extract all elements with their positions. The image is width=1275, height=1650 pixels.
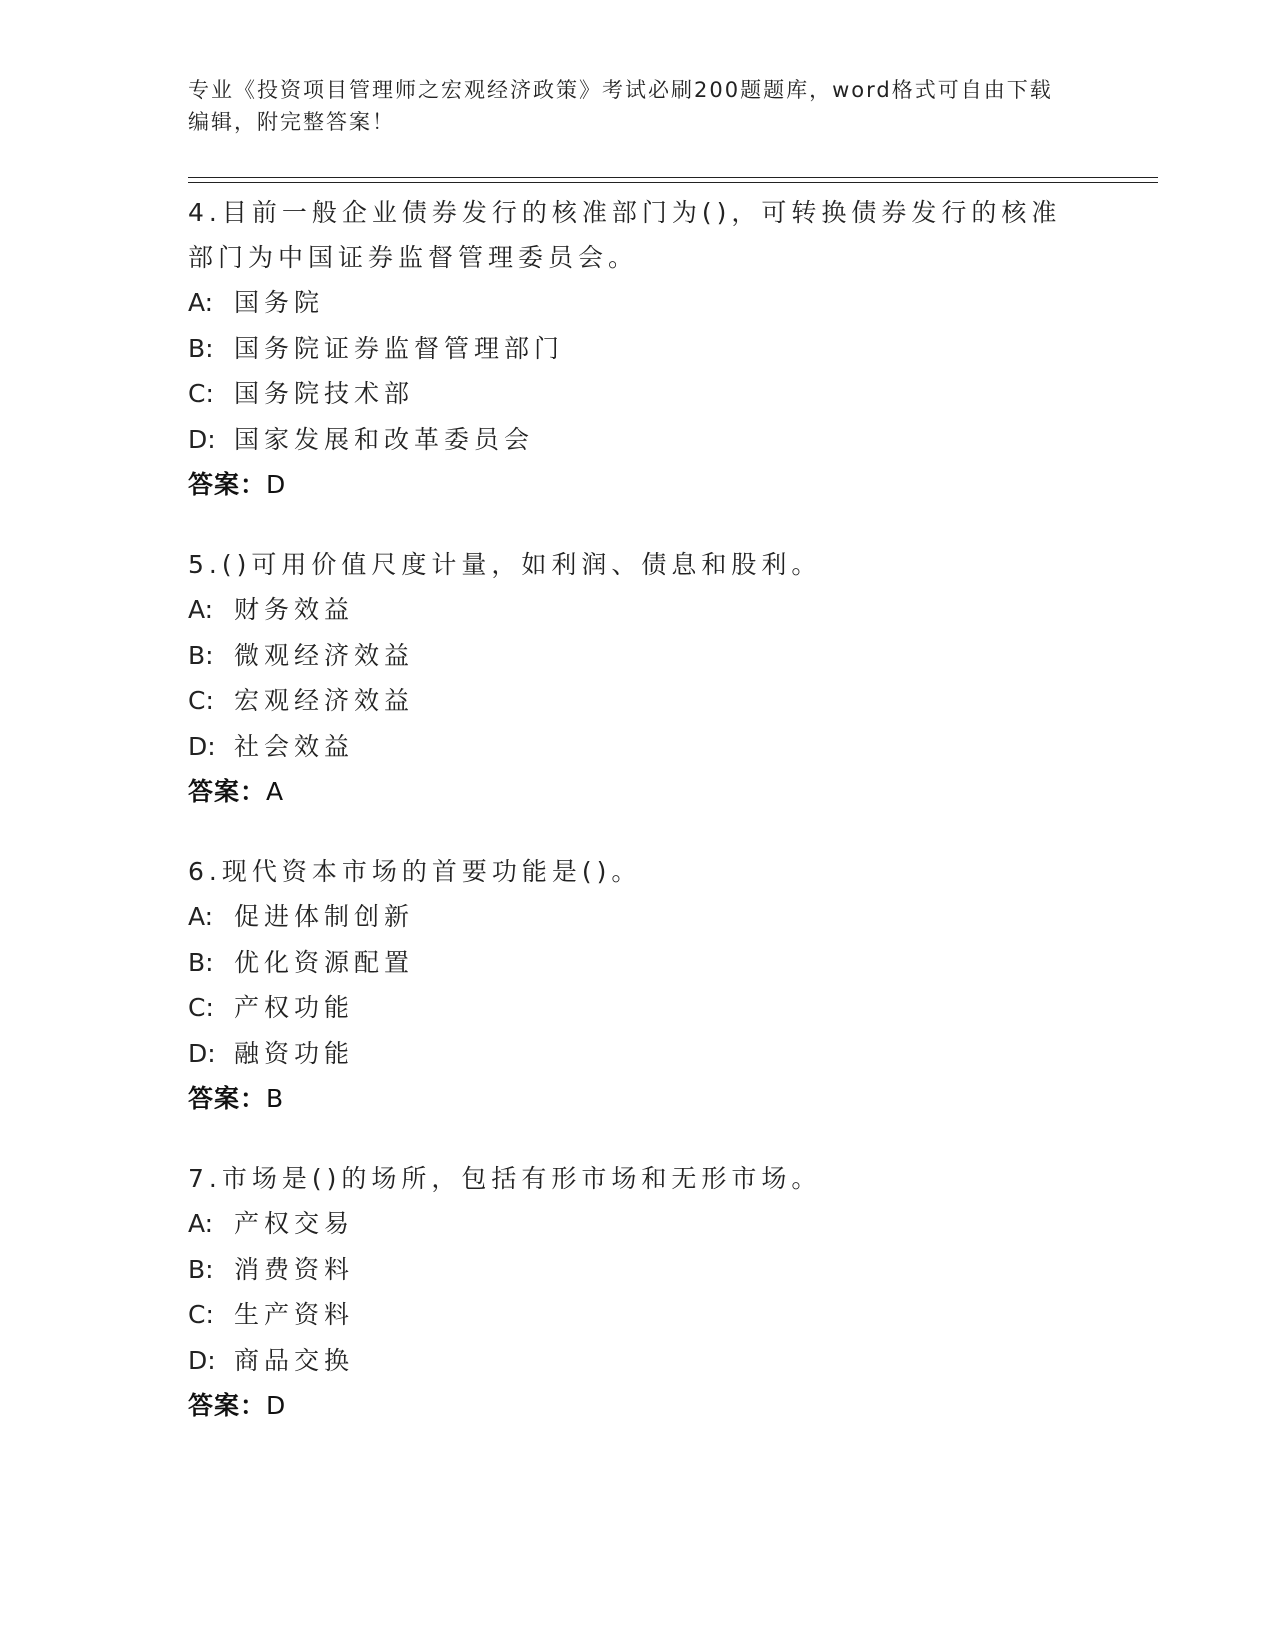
option-text: 促进体制创新	[234, 902, 415, 931]
question-list	[188, 190, 1088, 1463]
answer-line	[188, 462, 1088, 507]
question-7	[188, 1156, 1088, 1428]
answer-value: A	[266, 777, 285, 806]
option-a	[188, 1201, 1088, 1247]
option-text: 国务院技术部	[234, 379, 415, 408]
question-6	[188, 849, 1088, 1121]
answer-line	[188, 1076, 1088, 1121]
option-text: 优化资源配置	[234, 947, 415, 977]
option-text: 微观经济效益	[234, 640, 415, 670]
question-stem: 5.()可用价值尺度计量，如利润、债息和股利。	[188, 550, 822, 579]
option-letter: A:	[188, 1209, 214, 1238]
option-text: 国家发展和改革委员会	[234, 424, 535, 454]
option-text: 财务效益	[234, 595, 355, 624]
option-letter: A:	[188, 902, 214, 931]
option-letter: C:	[188, 379, 214, 408]
option-b	[188, 1247, 1088, 1293]
option-text: 生产资料	[234, 1300, 355, 1329]
document-header: 专业《投资项目管理师之宏观经济政策》考试必刷200题题库，word格式可自由下载编辑，附完整答案！	[188, 78, 1053, 134]
option-letter: C:	[188, 1300, 214, 1329]
option-c	[188, 371, 1088, 417]
option-a	[188, 587, 1088, 633]
option-letter: D:	[188, 731, 216, 761]
option-text: 产权功能	[234, 993, 355, 1022]
option-letter: C:	[188, 686, 214, 715]
option-letter: A:	[188, 288, 214, 317]
question-5	[188, 542, 1088, 814]
option-text: 社会效益	[234, 731, 355, 761]
option-text: 产权交易	[234, 1209, 355, 1238]
option-letter: B:	[188, 1254, 214, 1284]
option-b	[188, 633, 1088, 679]
option-letter: A:	[188, 595, 214, 624]
answer-label: 答案：	[188, 1391, 267, 1420]
option-letter: C:	[188, 993, 214, 1022]
option-c	[188, 1292, 1088, 1338]
option-b	[188, 326, 1088, 372]
option-c	[188, 985, 1088, 1031]
option-text: 消费资料	[234, 1254, 355, 1284]
option-c	[188, 678, 1088, 724]
answer-value: D	[266, 1391, 287, 1420]
option-letter: B:	[188, 333, 214, 363]
answer-label: 答案：	[188, 1084, 267, 1113]
answer-label: 答案：	[188, 470, 267, 499]
option-letter: D:	[188, 1345, 216, 1375]
question-stem: 7.市场是()的场所，包括有形市场和无形市场。	[188, 1164, 822, 1193]
option-b	[188, 940, 1088, 986]
option-text: 宏观经济效益	[234, 686, 415, 715]
option-d	[188, 1338, 1088, 1384]
option-text: 融资功能	[234, 1038, 355, 1068]
option-d	[188, 724, 1088, 770]
answer-label: 答案：	[188, 777, 267, 806]
option-d	[188, 1031, 1088, 1077]
question-stem: 4.目前一般企业债券发行的核准部门为()，可转换债券发行的核准部门为中国证券监督管理委员会。	[188, 198, 1062, 272]
option-d	[188, 417, 1088, 463]
option-letter: D:	[188, 1038, 216, 1068]
answer-value: B	[266, 1084, 285, 1113]
header-rule-bottom	[188, 182, 1158, 183]
header-rule-top	[188, 177, 1158, 178]
option-letter: D:	[188, 424, 216, 454]
question-4	[188, 190, 1088, 507]
answer-line	[188, 1383, 1088, 1428]
option-letter: B:	[188, 947, 214, 977]
option-a	[188, 894, 1088, 940]
answer-value: D	[266, 470, 287, 499]
answer-line	[188, 769, 1088, 814]
option-text: 国务院	[234, 288, 325, 317]
option-a	[188, 280, 1088, 326]
option-text: 商品交换	[234, 1345, 355, 1375]
question-stem: 6.现代资本市场的首要功能是()。	[188, 857, 642, 886]
option-letter: B:	[188, 640, 214, 670]
option-text: 国务院证券监督管理部门	[234, 333, 565, 363]
